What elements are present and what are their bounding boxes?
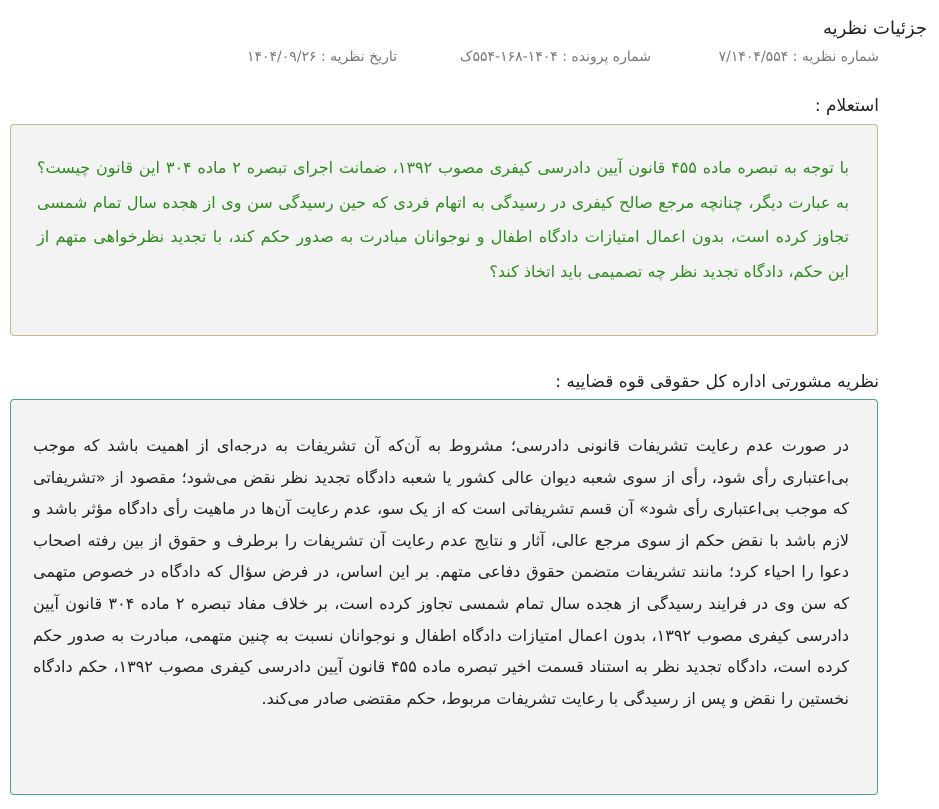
- opinion-number: شماره نظریه : ۷/۱۴۰۴/۵۵۴: [718, 49, 879, 65]
- page-title: جزئیات نظریه: [822, 18, 927, 39]
- file-number: شماره پرونده : ۱۴۰۴-۱۶۸-۵۵۴ک: [459, 49, 651, 65]
- opinion-box: [10, 399, 878, 795]
- opinion-date: تاریخ نظریه : ۱۴۰۴/۰۹/۲۶: [246, 49, 397, 65]
- opinion-label: نظریه مشورتی اداره کل حقوقی قوه قضاییه :: [555, 372, 879, 392]
- inquiry-box: [10, 124, 878, 336]
- inquiry-text: با توجه به تبصره ماده ۴۵۵ قانون آیین دادرسی کیفری مصوب ۱۳۹۲، ضمانت اجرای تبصره ۲ ماده ۳۰۴ این قانون چیست؟ به عبارت دیگر، چنانچه مرجع صالح کیفری در رسیدگی به اتهام فردی که حین رسیدگی سن وی از هجده سال تمام شمسی تجاوز کرده است، بدون اعمال امتیازات دادگاه اطفال و نوجوانان مبادرت به صدور حکم کند، با تجدید نظرخواهی متهم از این حکم، دادگاه تجدید نظر چه تصمیمی باید اتخاذ کند؟: [37, 158, 850, 281]
- inquiry-label: استعلام :: [814, 96, 879, 116]
- opinion-text: در صورت عدم رعایت تشریفات قانونی دادرسی؛ مشروط به آن‌که آن تشریفات به درجه‌ای از اهمیت باشد که موجب بی‌اعتباری رأی شود، رأی از سوی شعبه دیوان عالی کشور یا شعبه دادگاه تجدید نظر نقض می‌شود؛ مقصود از «تشریفاتی که موجب بی‌اعتباری رأی شود» آن قسم تشریفاتی است که از یک سو، عدم رعایت آن‌ها در ماهیت رأی دادگاه مؤثر باشد و لازم باشد با نقض حکم از سوی مرجع عالی، آثار و نتایج عدم رعایت آن تشریفات را برطرف و حقوق از بین رفته اصحاب دعوا را احیاء کرد؛ مانند تشریفات متضمن حقوق دفاعی متهم. بر این اساس، در فرض سؤال که دادگاه در خصوص متهمی که سن وی در فرایند رسیدگی از هجده سال تمام شمسی تجاوز کرده است، بر خلاف مفاد تبصره ۲ ماده ۳۰۴ قانون آیین دادرسی کیفری مصوب ۱۳۹۲، بدون اعمال امتیازات دادگاه اطفال و نوجوانان نسبت به چنین متهمی، مبادرت به صدور حکم کرده است، دادگاه تجدید نظر به استناد قسمت اخیر تبصره ماده ۴۵۵ قانون آیین دادرسی کیفری مصوب ۱۳۹۲، حکم دادگاه نخستین را نقض و پس از رسیدگی با رعایت تشریفات مربوط، حکم مقتضی صادر می‌کند.: [33, 436, 850, 708]
